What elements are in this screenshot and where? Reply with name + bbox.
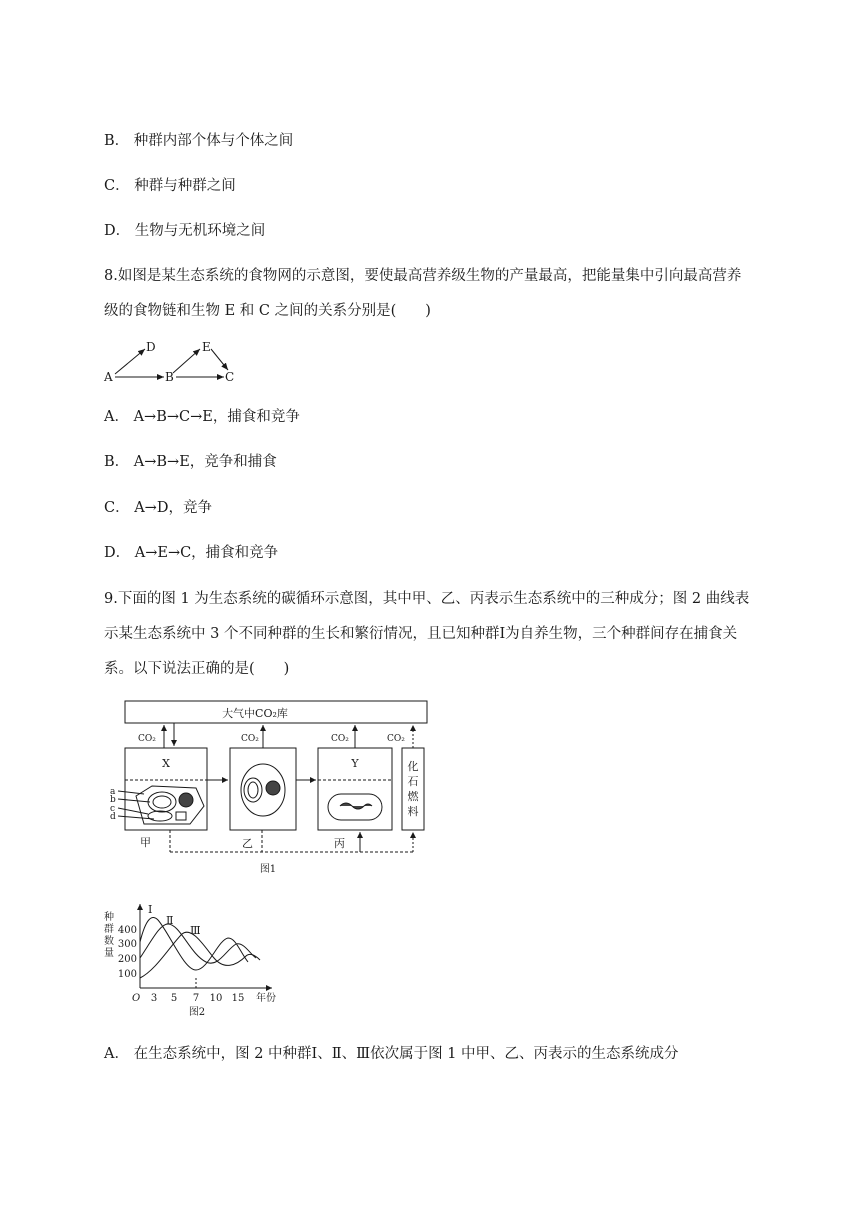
co2-label-1: CO₂ — [138, 734, 156, 744]
y-label: Y — [351, 757, 359, 770]
fossil-label-1: 化 — [407, 760, 419, 773]
ytick-200: 200 — [117, 954, 137, 965]
xtick-15: 15 — [231, 993, 245, 1004]
carbon-cycle-figure — [100, 694, 440, 884]
arrow-b-e — [173, 349, 200, 373]
series-label-3: Ⅲ — [190, 924, 201, 937]
option-d-q7: D． 生物与无机环境之间 — [104, 223, 266, 239]
q8-option-d: D． A→E→C，捕食和竞争 — [104, 545, 279, 561]
side-label-a: a — [110, 787, 116, 797]
side-label-b: b — [110, 795, 116, 805]
xtick-7: 7 — [192, 993, 200, 1004]
question-9-stem: 9.下面的图 1 为生态系统的碳循环示意图，其中甲、乙、丙表示生态系统中的三种成分；图 2 曲线表示某生态系统中 3 个不同种群的生长和繁衍情况，且已知种群Ⅰ为自养生物，三个种群间存在捕食关系。以下说法正确的是( ) — [104, 591, 750, 677]
food-web-diagram — [100, 336, 250, 388]
side-label-c: c — [110, 804, 116, 814]
arrow-e-c — [211, 349, 228, 370]
fossil-label-3: 燃 — [407, 790, 419, 803]
xtick-3: 3 — [150, 993, 158, 1004]
ylabel-char-4: 量 — [104, 948, 114, 959]
question-8-stem: 8.如图是某生态系统的食物网的示意图，要使最高营养级生物的产量最高，把能量集中引向最高营养级的食物链和生物 E 和 C 之间的关系分别是( ) — [104, 268, 742, 319]
atmosphere-label: 大气中CO₂库 — [222, 707, 288, 720]
bing-label: 丙 — [334, 837, 345, 850]
ylabel-char-3: 数 — [104, 936, 114, 947]
yi-label: 乙 — [242, 837, 253, 850]
x-label: X — [162, 757, 170, 770]
series-label-2: Ⅱ — [166, 914, 174, 927]
xtick-5: 5 — [170, 993, 178, 1004]
q8-option-b: B． A→B→E，竞争和捕食 — [104, 454, 277, 470]
xtick-10: 10 — [209, 993, 223, 1004]
x-unit-label: 年份 — [256, 993, 276, 1004]
figure-2-caption: 图2 — [188, 1007, 206, 1018]
node-b: B — [165, 370, 174, 384]
option-c-q7: C． 种群与种群之间 — [104, 178, 236, 194]
fossil-label-4: 料 — [407, 805, 419, 818]
ylabel-char-1: 种 — [104, 912, 114, 923]
co2-label-2: CO₂ — [241, 734, 259, 744]
population-curves-figure — [100, 900, 300, 1020]
figure-1-caption: 图1 — [259, 864, 277, 875]
ytick-300: 300 — [117, 939, 137, 950]
q8-option-c: C． A→D，竞争 — [104, 500, 212, 516]
origin-label: O — [132, 993, 141, 1004]
series-label-1: Ⅰ — [148, 903, 153, 916]
q9-option-a: A． 在生态系统中，图 2 中种群Ⅰ、Ⅱ、Ⅲ依次属于图 1 中甲、乙、丙表示的生态系统成分 — [104, 1046, 679, 1062]
node-c: C — [225, 370, 235, 384]
ytick-100: 100 — [117, 969, 137, 980]
jia-label: 甲 — [140, 836, 151, 849]
q8-option-a: A． A→B→C→E，捕食和竞争 — [104, 409, 300, 425]
arrow-a-d — [115, 349, 145, 374]
ytick-400: 400 — [117, 925, 137, 936]
side-label-d: d — [110, 812, 116, 822]
co2-label-3: CO₂ — [331, 734, 349, 744]
ylabel-char-2: 群 — [104, 924, 114, 935]
node-e: E — [202, 340, 211, 354]
curve-series-3 — [140, 932, 260, 978]
node-a: A — [104, 370, 113, 384]
co2-label-4: CO₂ — [387, 734, 405, 744]
option-b-q7: B． 种群内部个体与个体之间 — [104, 133, 294, 149]
box-yi — [230, 748, 296, 830]
fossil-label-2: 石 — [407, 775, 419, 788]
node-d: D — [146, 340, 156, 354]
